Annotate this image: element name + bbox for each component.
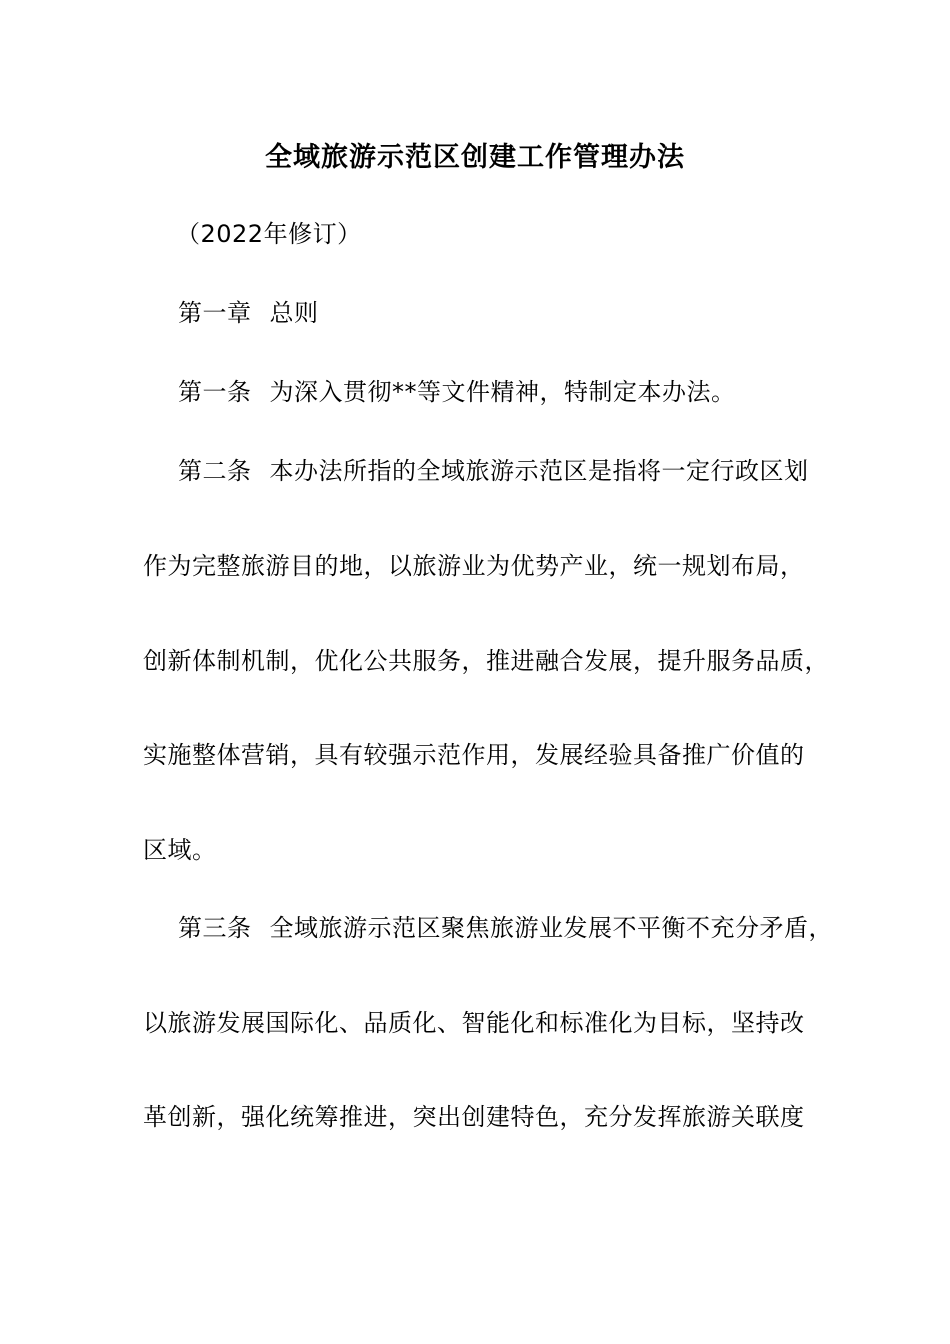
article-2-line: 实施整体营销，具有较强示范作用，发展经验具备推广价值的	[143, 741, 805, 769]
article-2-line: 区域。	[143, 836, 217, 864]
article-2-line: 作为完整旅游目的地，以旅游业为优势产业，统一规划布局，	[143, 552, 805, 580]
article-2-line: 创新体制机制，优化公共服务，推进融合发展，提升服务品质，	[143, 647, 829, 675]
article-1-first-line	[178, 376, 736, 408]
article-2-first-line	[178, 455, 809, 487]
document-title: 全域旅游示范区创建工作管理办法	[265, 142, 685, 173]
article-text: 为深入贯彻**等文件精神，特制定本办法。	[269, 378, 736, 406]
article-text: 全域旅游示范区聚焦旅游业发展不平衡不充分矛盾，	[269, 914, 833, 942]
article-3-line: 革创新，强化统筹推进，突出创建特色，充分发挥旅游关联度	[143, 1103, 805, 1131]
chapter-name: 总则	[269, 299, 319, 327]
chapter-number: 第一章	[178, 299, 252, 327]
article-label: 第二条	[178, 457, 252, 485]
article-label: 第三条	[178, 914, 252, 942]
article-label: 第一条	[178, 378, 252, 406]
article-text: 本办法所指的全域旅游示范区是指将一定行政区划	[269, 457, 809, 485]
article-3-first-line	[178, 912, 833, 944]
article-3-line: 以旅游发展国际化、品质化、智能化和标准化为目标，坚持改	[143, 1009, 805, 1037]
revision-note: （2022年修订）	[176, 220, 362, 248]
chapter-heading	[178, 297, 319, 329]
